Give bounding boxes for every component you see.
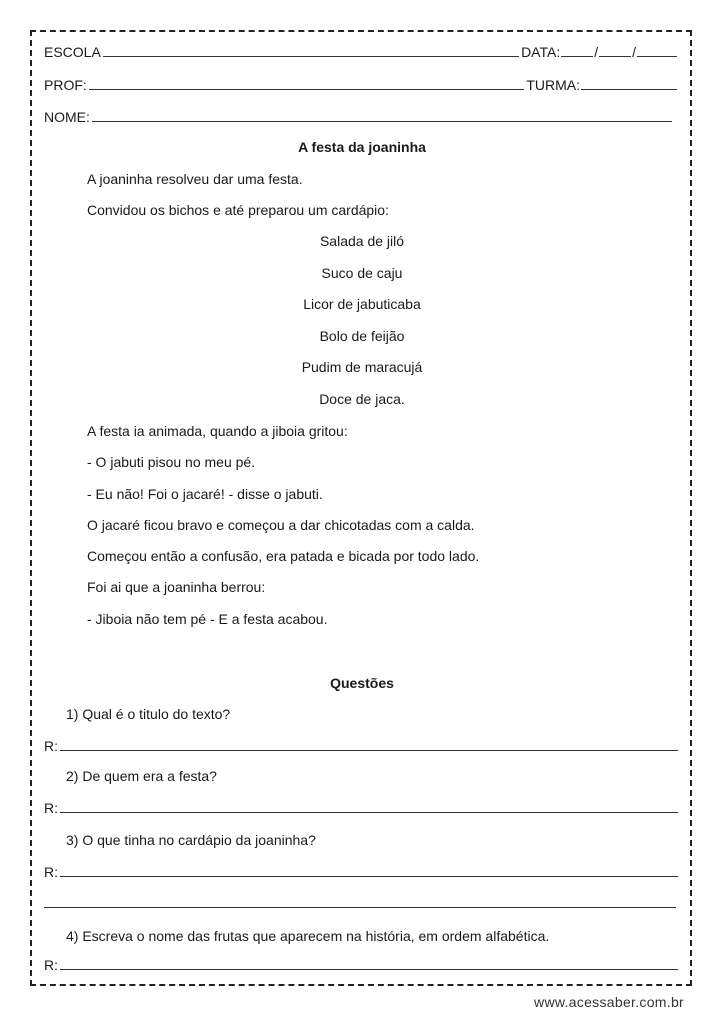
- name-field[interactable]: [44, 109, 674, 125]
- story-paragraph: - Jiboia não tem pé - E a festa acabou.: [87, 611, 328, 627]
- name-line[interactable]: [92, 121, 672, 122]
- answer-label: R:: [44, 957, 58, 973]
- story-paragraph: O jacaré ficou bravo e começou a dar chicotadas com a calda.: [87, 517, 475, 533]
- answer-1[interactable]: [44, 738, 680, 754]
- answer-line[interactable]: [60, 812, 678, 813]
- story-paragraph: - O jabuti pisou no meu pé.: [87, 454, 256, 470]
- answer-label: R:: [44, 738, 58, 754]
- date-month-line[interactable]: [599, 56, 631, 57]
- menu-item: Suco de caju: [321, 265, 403, 281]
- class-label: TURMA:: [526, 77, 580, 93]
- date-sep-2: /: [632, 44, 636, 60]
- question-4: 4) Escreva o nome das frutas que aparecem na história, em ordem alfabética.: [66, 928, 550, 944]
- question-3: 3) O que tinha no cardápio da joaninha?: [66, 832, 316, 848]
- answer-line[interactable]: [60, 876, 678, 877]
- class-line[interactable]: [581, 89, 677, 90]
- menu-item: Pudim de maracujá: [301, 359, 423, 375]
- story-paragraph: Começou então a confusão, era patada e bicada por todo lado.: [87, 548, 480, 564]
- school-line[interactable]: [103, 56, 519, 57]
- answer-line[interactable]: [60, 750, 678, 751]
- question-2: 2) De quem era a festa?: [66, 768, 217, 784]
- menu-item: Salada de jiló: [319, 233, 405, 249]
- date-day-line[interactable]: [561, 56, 593, 57]
- answer-line[interactable]: [60, 969, 678, 970]
- menu-item: Doce de jaca.: [319, 391, 405, 407]
- footer-site: www.acessaber.com.br: [534, 994, 684, 1010]
- answer-label: R:: [44, 800, 58, 816]
- answer-3[interactable]: [44, 864, 680, 880]
- school-field[interactable]: [44, 44, 678, 60]
- name-label: NOME:: [44, 109, 90, 125]
- answer-2[interactable]: [44, 800, 680, 816]
- menu-item: Bolo de feijão: [319, 328, 405, 344]
- date-label: DATA:: [521, 44, 561, 60]
- answer-3-extra-line[interactable]: [44, 907, 676, 908]
- date-sep-1: /: [594, 44, 599, 60]
- story-paragraph: A festa ia animada, quando a jiboia gritou:: [87, 423, 348, 439]
- story-title: A festa da joaninha: [298, 139, 426, 155]
- menu-item: Licor de jabuticaba: [303, 296, 421, 312]
- story-paragraph: - Eu não! Foi o jacaré! - disse o jabuti.: [87, 486, 323, 502]
- story-intro-1: A joaninha resolveu dar uma festa.: [87, 171, 303, 187]
- answer-4[interactable]: [44, 957, 680, 973]
- teacher-field[interactable]: [44, 77, 678, 93]
- answer-label: R:: [44, 864, 58, 880]
- story-paragraph: Foi ai que a joaninha berrou:: [87, 579, 266, 595]
- questions-title: Questões: [330, 675, 394, 691]
- story-intro-2: Convidou os bichos e até preparou um cardápio:: [87, 202, 389, 218]
- teacher-label: PROF:: [44, 77, 87, 93]
- school-label: ESCOLA: [44, 44, 101, 60]
- teacher-line[interactable]: [89, 89, 525, 90]
- date-year-line[interactable]: [637, 56, 677, 57]
- question-1: 1) Qual é o titulo do texto?: [66, 706, 231, 722]
